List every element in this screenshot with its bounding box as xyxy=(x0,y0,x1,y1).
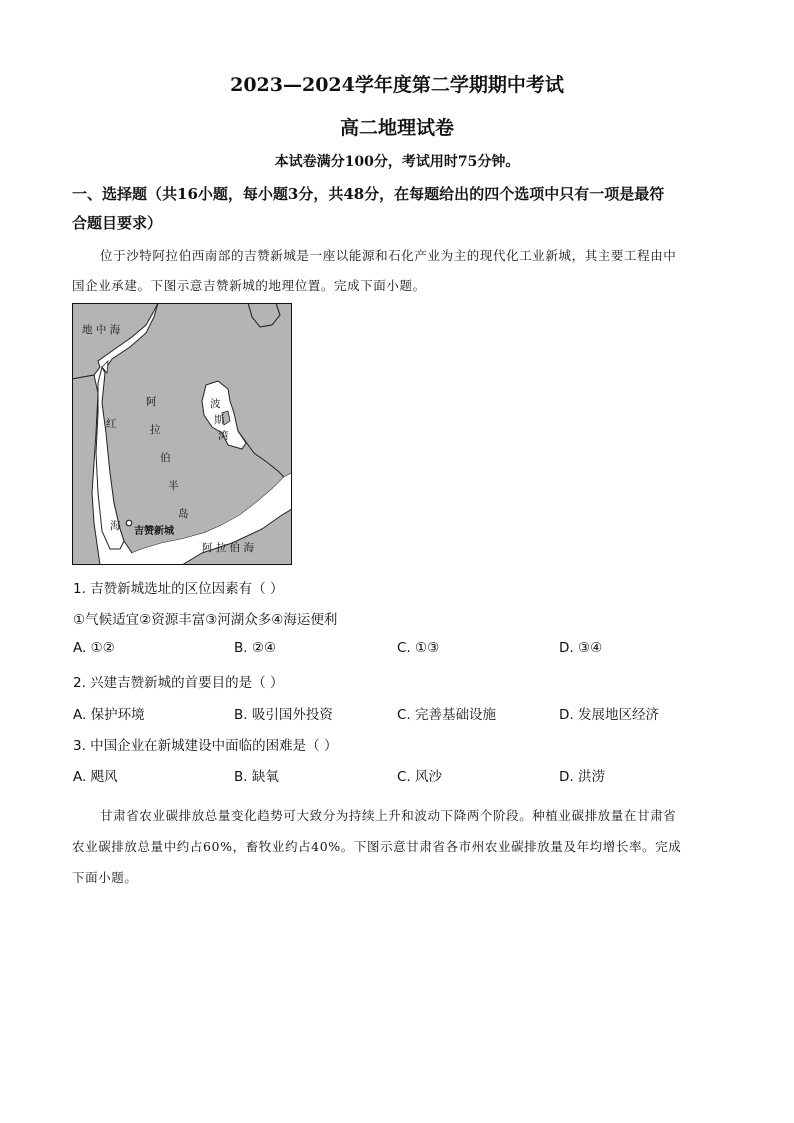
passage1-line2: 国企业承建。下图示意吉赞新城的地理位置。完成下面小题。 xyxy=(72,278,426,293)
question-2-option-d[interactable]: D. 发展地区经济 xyxy=(559,707,659,723)
label-arabia-1: 阿 xyxy=(146,396,157,408)
question-1-option-c[interactable]: C. ①③ xyxy=(397,640,440,656)
question-3-option-d[interactable]: D. 洪涝 xyxy=(559,769,605,785)
exam-subtitle: 高二地理试卷 xyxy=(339,117,454,139)
label-arabia-4: 半 xyxy=(168,480,179,492)
question-1-option-a[interactable]: A. ①② xyxy=(73,640,115,656)
section-heading-line2: 合题目要求） xyxy=(72,214,163,232)
question-2-option-a[interactable]: A. 保护环境 xyxy=(73,707,145,723)
question-1-option-b[interactable]: B. ②④ xyxy=(234,640,277,656)
question-3-option-c[interactable]: C. 风沙 xyxy=(397,769,443,785)
question-1-statements: ①气候适宜②资源丰富③河湖众多④海运便利 xyxy=(73,612,338,628)
passage2-line1: 甘肃省农业碳排放总量变化趋势可大致分为持续上升和波动下降两个阶段。种植业碳排放量在甘肃省 xyxy=(100,808,677,823)
label-arabia-2: 拉 xyxy=(150,424,161,436)
label-gulf-2: 斯 xyxy=(214,414,225,426)
label-arabia-3: 伯 xyxy=(160,452,171,464)
question-3-option-a[interactable]: A. 飓风 xyxy=(73,769,118,785)
question-2-option-c[interactable]: C. 完善基础设施 xyxy=(397,707,497,723)
label-mediterranean: 地 中 海 xyxy=(82,324,121,336)
passage2-line3: 下面小题。 xyxy=(72,870,138,885)
label-city: 吉赞新城 xyxy=(134,526,174,537)
label-red-sea-1: 红 xyxy=(106,418,117,430)
label-gulf-1: 波 xyxy=(210,398,221,410)
question-2-option-b[interactable]: B. 吸引国外投资 xyxy=(234,707,333,723)
label-arabian-sea: 阿 拉 伯 海 xyxy=(202,542,255,554)
exam-note: 本试卷满分100分，考试用时75分钟。 xyxy=(274,154,520,170)
question-1-option-d[interactable]: D. ③④ xyxy=(559,640,603,656)
passage2-line2: 农业碳排放总量中约占60%，畜牧业约占40%。下图示意甘肃省各市州农业碳排放量及年均增长率。完成 xyxy=(72,839,682,854)
label-red-sea-2: 海 xyxy=(110,520,121,532)
label-arabia-5: 岛 xyxy=(178,508,189,520)
label-gulf-3: 湾 xyxy=(218,430,229,442)
city-marker-icon xyxy=(126,520,132,526)
section-heading-line1: 一、选择题（共16小题，每小题3分，共48分，在每题给出的四个选项中只有一项是最符 xyxy=(72,185,665,203)
passage1-line1: 位于沙特阿拉伯西南部的吉赞新城是一座以能源和石化产业为主的现代化工业新城，其主要工程由中 xyxy=(100,248,677,263)
question-3-stem: 3. 中国企业在新城建设中面临的困难是（ ） xyxy=(73,738,338,754)
question-2-stem: 2. 兴建吉赞新城的首要目的是（ ） xyxy=(73,675,284,691)
question-1-stem: 1. 吉赞新城选址的区位因素有（ ） xyxy=(73,581,284,597)
exam-title: 2023—2024学年度第二学期期中考试 xyxy=(230,74,564,96)
question-3-option-b[interactable]: B. 缺氧 xyxy=(234,769,279,785)
location-map xyxy=(72,303,292,565)
